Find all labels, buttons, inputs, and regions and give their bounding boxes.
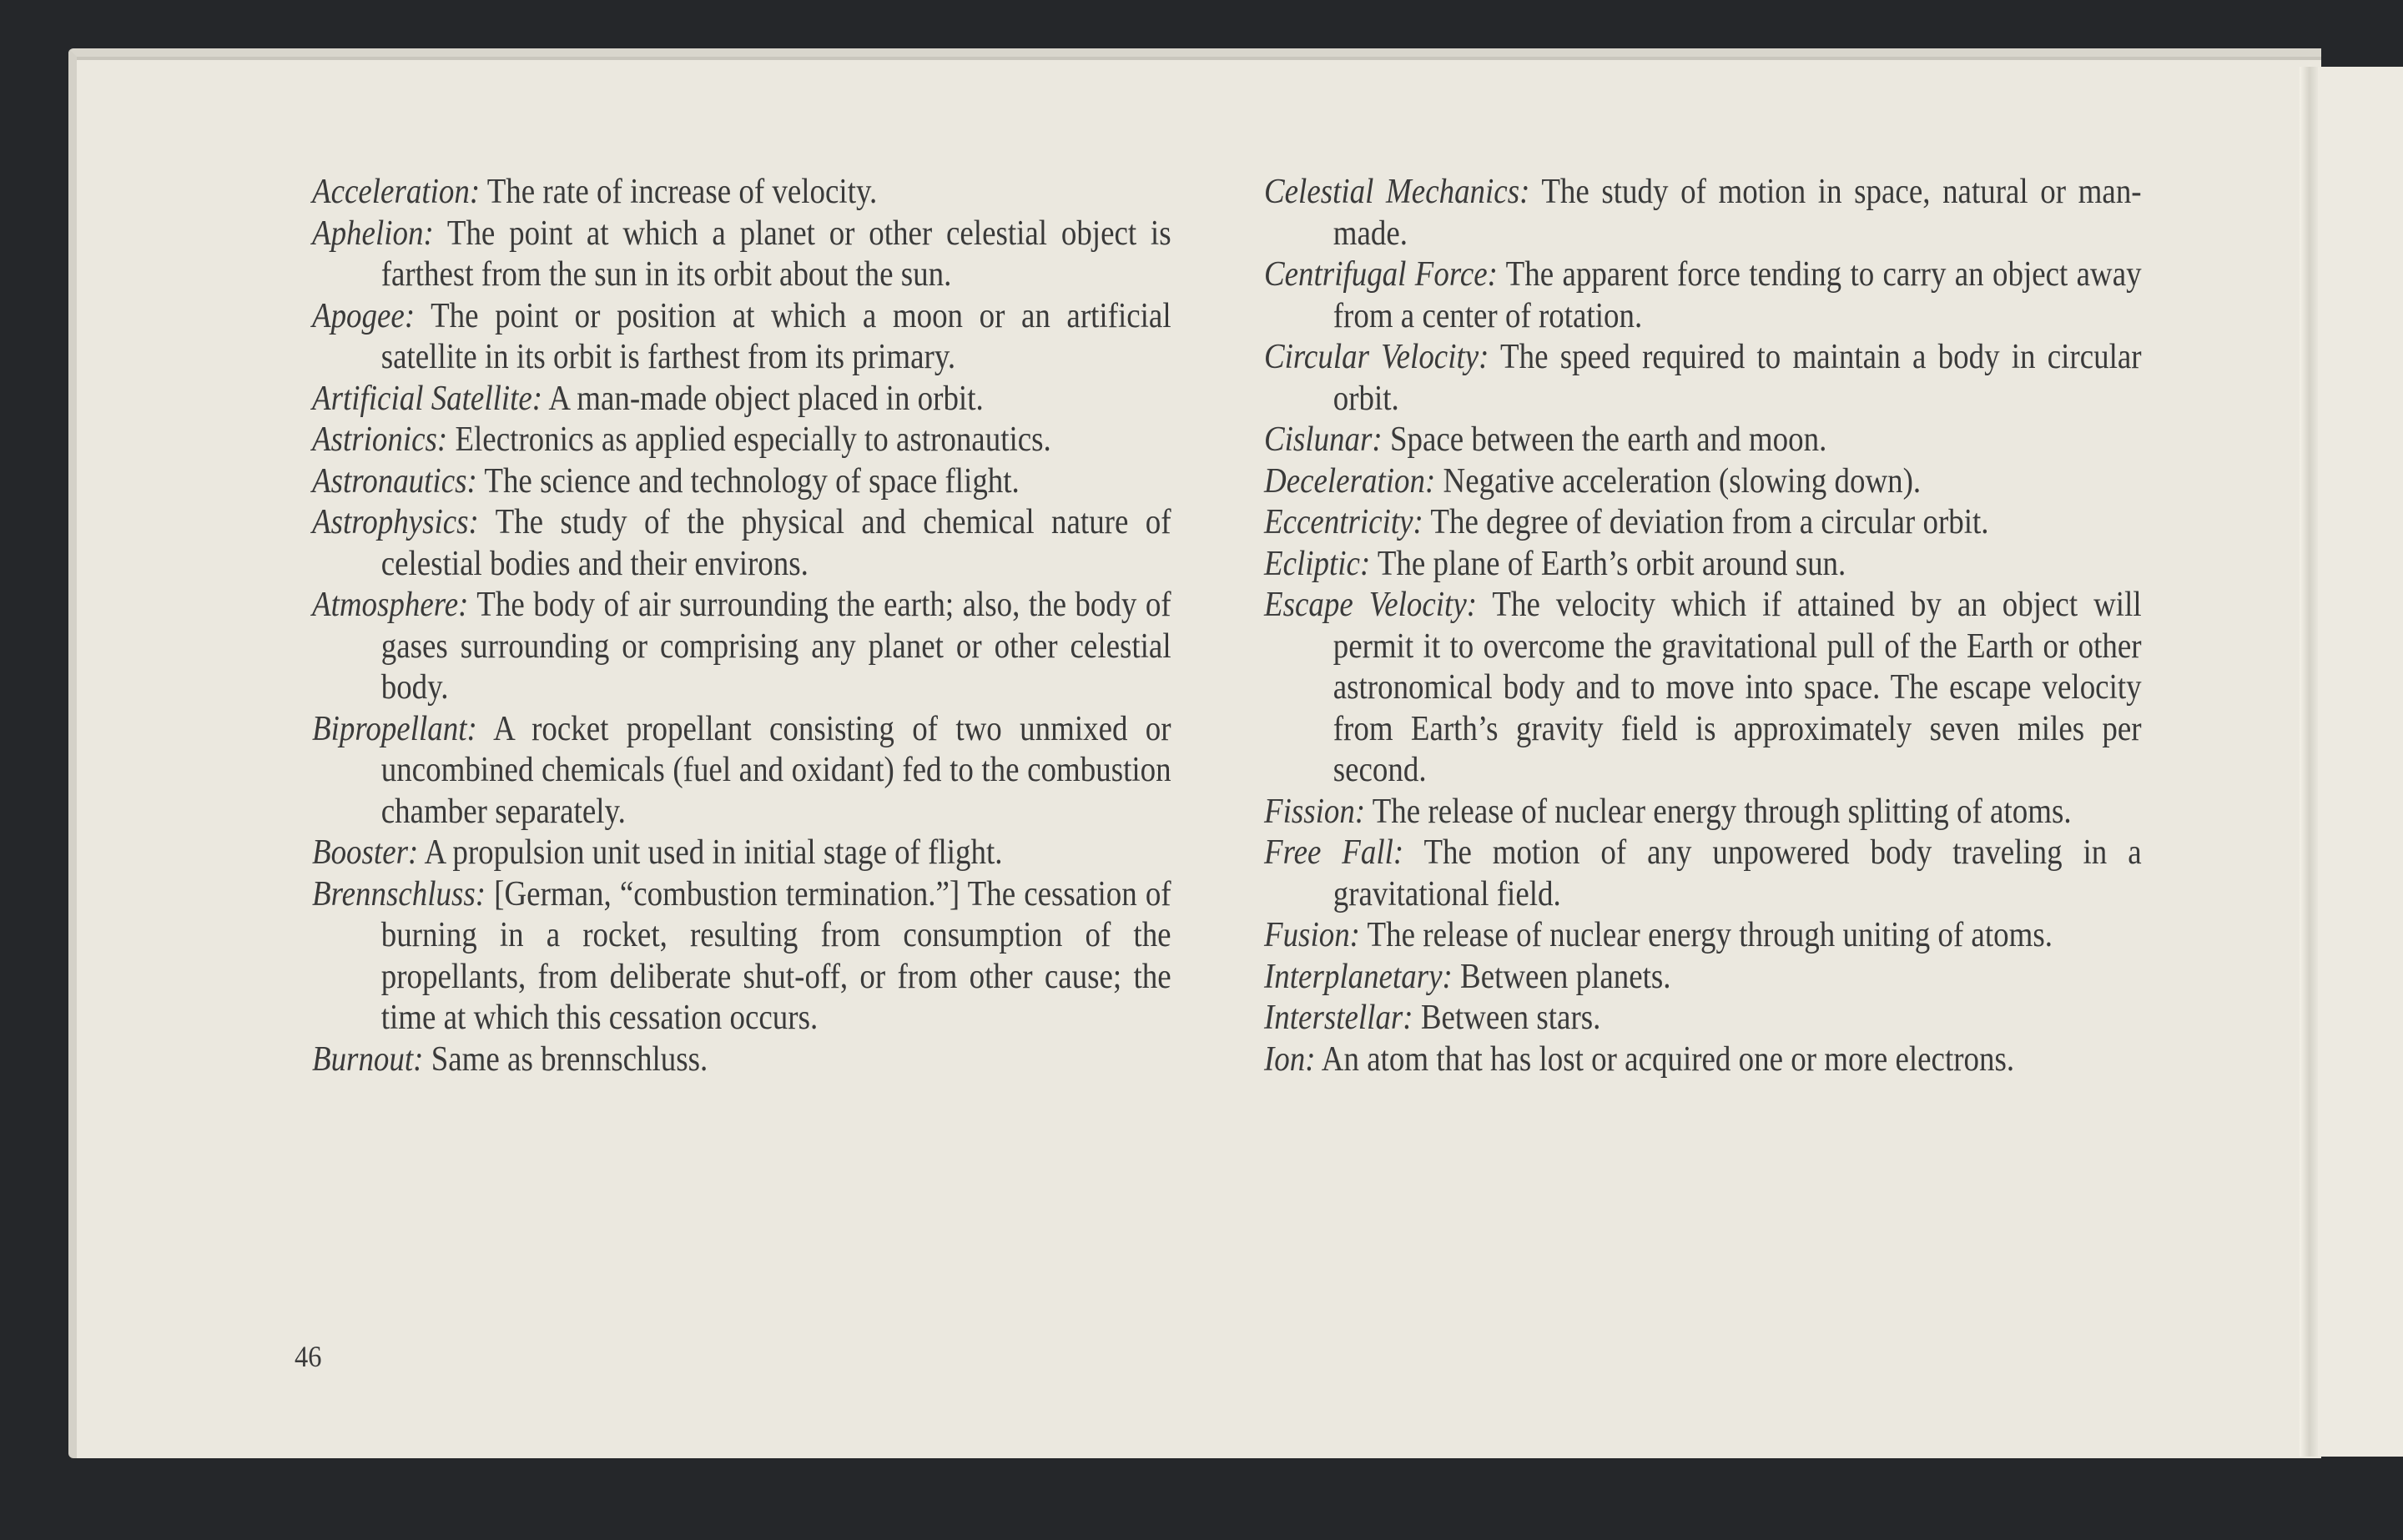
- glossary-entry: [1264, 337, 2142, 420]
- glossary-definition: Between planets.: [1460, 957, 1671, 996]
- glossary-entry: [312, 585, 1171, 709]
- glossary-entry: [312, 1039, 1171, 1081]
- glossary-term: Interplanetary:: [1264, 957, 1453, 996]
- glossary-definition: An atom that has lost or acquired one or more electrons.: [1321, 1039, 2015, 1079]
- glossary-definition: A rocket propellant consisting of two unmixed or uncombined chemicals (fuel and oxidant) fed to the combustion chamber separately.: [380, 709, 1171, 831]
- glossary-term: Eccentricity:: [1264, 503, 1423, 541]
- glossary-definition: The study of motion in space, natural or man-made.: [1332, 173, 2142, 253]
- glossary-term: Interstellar:: [1264, 999, 1413, 1037]
- page-number: 46: [295, 1340, 322, 1373]
- glossary-definition: The rate of increase of velocity.: [486, 173, 878, 211]
- glossary-term: Escape Velocity:: [1264, 586, 1478, 624]
- glossary-entry: [312, 296, 1171, 379]
- glossary-term: Circular Velocity:: [1264, 338, 1489, 376]
- glossary-definition: A propulsion unit used in initial stage of flight.: [424, 833, 1003, 872]
- glossary-definition: The release of nuclear energy through uniting of atoms.: [1367, 916, 2053, 954]
- glossary-entry: [312, 461, 1171, 503]
- glossary-entry: [1264, 420, 2142, 461]
- glossary-definition: Between stars.: [1420, 999, 1601, 1037]
- glossary-entry: [312, 709, 1171, 833]
- glossary-entry: [312, 502, 1171, 585]
- glossary-term: Artificial Satellite:: [312, 379, 543, 418]
- glossary-definition: A man-made object placed in orbit.: [548, 379, 984, 418]
- glossary-term: Fission:: [1264, 792, 1366, 831]
- glossary-term: Free Fall:: [1264, 833, 1404, 872]
- glossary-entry: [1264, 585, 2142, 792]
- glossary-term: Astronautics:: [312, 461, 477, 501]
- glossary-entry: [1264, 998, 2142, 1039]
- glossary-entry: [1264, 792, 2142, 833]
- glossary-term: Burnout:: [312, 1039, 424, 1079]
- glossary-right-column: [1264, 172, 2142, 1080]
- glossary-definition: Negative acceleration (slowing down).: [1443, 461, 1922, 501]
- glossary-definition: The body of air surrounding the earth; also, the body of gases surrounding or comprising any planet or other celestial body.: [380, 586, 1171, 707]
- glossary-entry: [1264, 544, 2142, 586]
- glossary-entry: [312, 833, 1171, 874]
- glossary-definition: The motion of any unpowered body traveling in a gravitational field.: [1332, 833, 2142, 913]
- glossary-entry: [312, 379, 1171, 420]
- glossary-term: Booster:: [312, 833, 419, 872]
- glossary-definition: Space between the earth and moon.: [1389, 420, 1827, 459]
- glossary-definition: The velocity which if attained by an object will permit it to overcome the gravitational pull of the Earth or other astronomical body and to move into space. The escape velocity from Earth’s gravity field is approximately seven miles per second.: [1332, 586, 2142, 789]
- glossary-entry: [1264, 957, 2142, 999]
- glossary-definition: The apparent force tending to carry an object away from a center of rotation.: [1332, 255, 2142, 335]
- glossary-definition: The point at which a planet or other celestial object is farthest from the sun in its orbit about the sun.: [380, 214, 1171, 294]
- glossary-entry: [312, 420, 1171, 461]
- glossary-entry: [312, 874, 1171, 1039]
- facing-page-edge: [2318, 67, 2403, 1457]
- glossary-definition: Same as brennschluss.: [431, 1039, 708, 1079]
- glossary-definition: The point or position at which a moon or an artificial satellite in its orbit is farthest from its primary.: [380, 296, 1171, 376]
- glossary-entry: [1264, 502, 2142, 544]
- glossary-term: Celestial Mechanics:: [1264, 173, 1530, 211]
- glossary-entry: [1264, 915, 2142, 957]
- glossary-definition: The plane of Earth’s orbit around sun.: [1377, 544, 1846, 583]
- glossary-entry: [312, 172, 1171, 214]
- glossary-term: Atmosphere:: [312, 586, 469, 624]
- glossary-term: Acceleration:: [312, 173, 481, 211]
- glossary-entry: [1264, 172, 2142, 254]
- glossary-term: Aphelion:: [312, 214, 434, 253]
- glossary-term: Ion:: [1264, 1039, 1316, 1079]
- glossary-definition: The release of nuclear energy through splitting of atoms.: [1372, 792, 2072, 831]
- glossary-term: Ecliptic:: [1264, 544, 1371, 583]
- glossary-definition: The study of the physical and chemical nature of celestial bodies and their environs.: [380, 503, 1171, 583]
- glossary-term: Apogee:: [312, 296, 416, 335]
- glossary-definition: The speed required to maintain a body in circular orbit.: [1332, 338, 2142, 418]
- glossary-definition: The degree of deviation from a circular orbit.: [1430, 503, 1989, 541]
- glossary-term: Fusion:: [1264, 916, 1360, 954]
- glossary-definition: The science and technology of space flight.: [484, 461, 1020, 501]
- glossary-definition: Electronics as applied especially to astronautics.: [455, 420, 1051, 459]
- glossary-term: Centrifugal Force:: [1264, 255, 1498, 294]
- glossary-entry: [1264, 833, 2142, 915]
- glossary-term: Astrionics:: [312, 420, 448, 459]
- glossary-left-column: [312, 172, 1171, 1080]
- glossary-term: Astrophysics:: [312, 503, 479, 541]
- glossary-term: Deceleration:: [1264, 461, 1436, 501]
- glossary-term: Brennschluss:: [312, 874, 486, 913]
- glossary-entry: [1264, 1039, 2142, 1081]
- glossary-entry: [1264, 254, 2142, 337]
- glossary-entry: [1264, 461, 2142, 503]
- glossary-definition: [German, “combustion termination.”] The cessation of burning in a rocket, resulting from consumption of the propellants, from deliberate shut-off, or from other cause; the time at which this cessation occurs.: [380, 874, 1171, 1037]
- glossary-entry: [312, 214, 1171, 296]
- book-spine: [2300, 67, 2318, 1457]
- glossary-term: Cislunar:: [1264, 420, 1383, 459]
- glossary-term: Bipropellant:: [312, 709, 477, 748]
